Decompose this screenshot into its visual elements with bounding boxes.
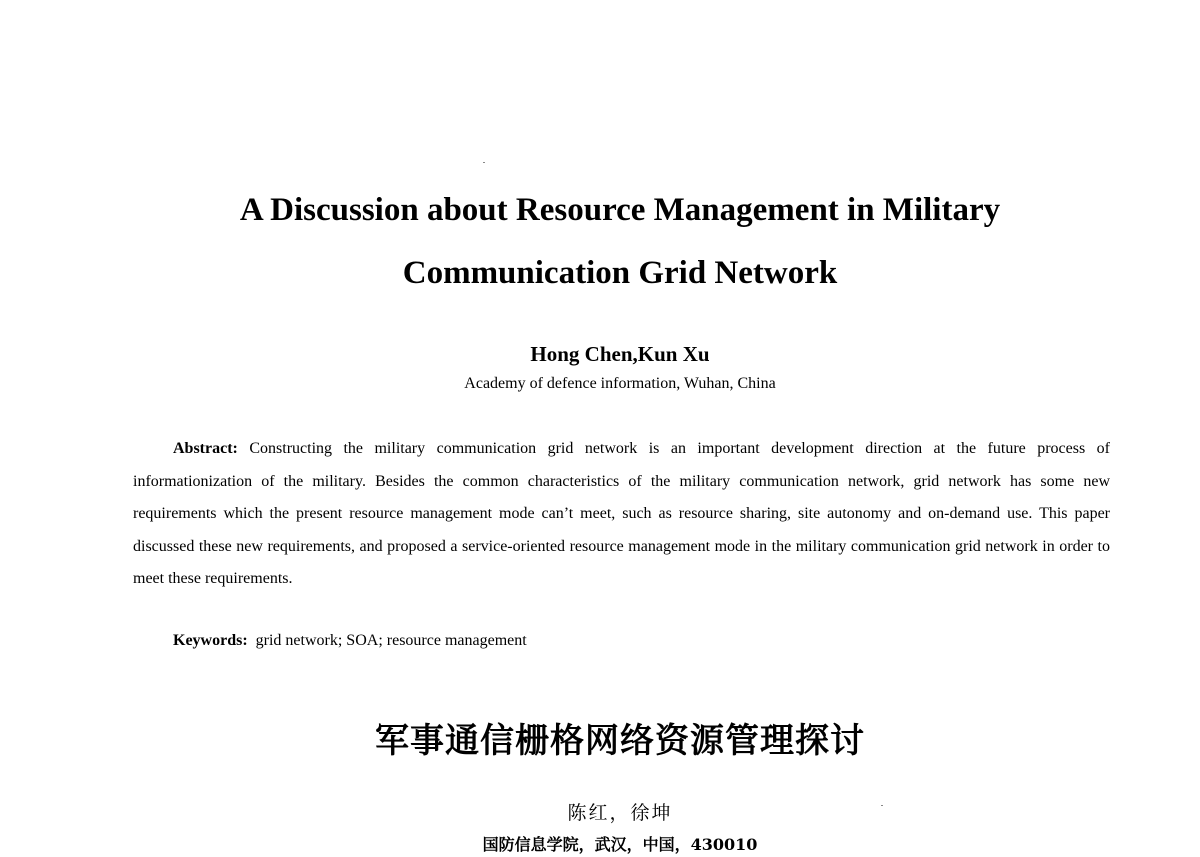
author-affiliation: Academy of defence information, Wuhan, China <box>464 375 776 392</box>
abstract-text: Constructing the military communication grid network is an important development direction at the future process of informationization of the military. Besides the common characteristics of the military communication network, grid network has some new requirements which the present resource management mode can’t meet, such as resource sharing, site autonomy and on-demand use. This paper discussed these new requirements, and proposed a service-oriented resource management mode in the military communication grid network in order to meet these requirements. <box>133 440 1111 588</box>
keywords-label: Keywords: <box>173 632 248 649</box>
chinese-author-names: 陈红，徐坤 <box>567 802 673 824</box>
paper-title-line-1: A Discussion about Resource Management in Military <box>239 192 1001 228</box>
chinese-title: 军事通信栅格网络资源管理探讨 <box>375 721 865 761</box>
paper-title-line-2: Communication Grid Network <box>402 255 838 291</box>
abstract-paragraph <box>133 433 1110 596</box>
author-names: Hong Chen,Kun Xu <box>530 342 710 366</box>
keywords-text: grid network; SOA; resource management <box>255 632 527 649</box>
keywords-line <box>173 626 527 656</box>
chinese-affiliation: 国防信息学院，武汉，中国，430010 <box>482 835 758 854</box>
abstract-label: Abstract: <box>173 440 238 457</box>
scan-speck <box>483 162 485 163</box>
